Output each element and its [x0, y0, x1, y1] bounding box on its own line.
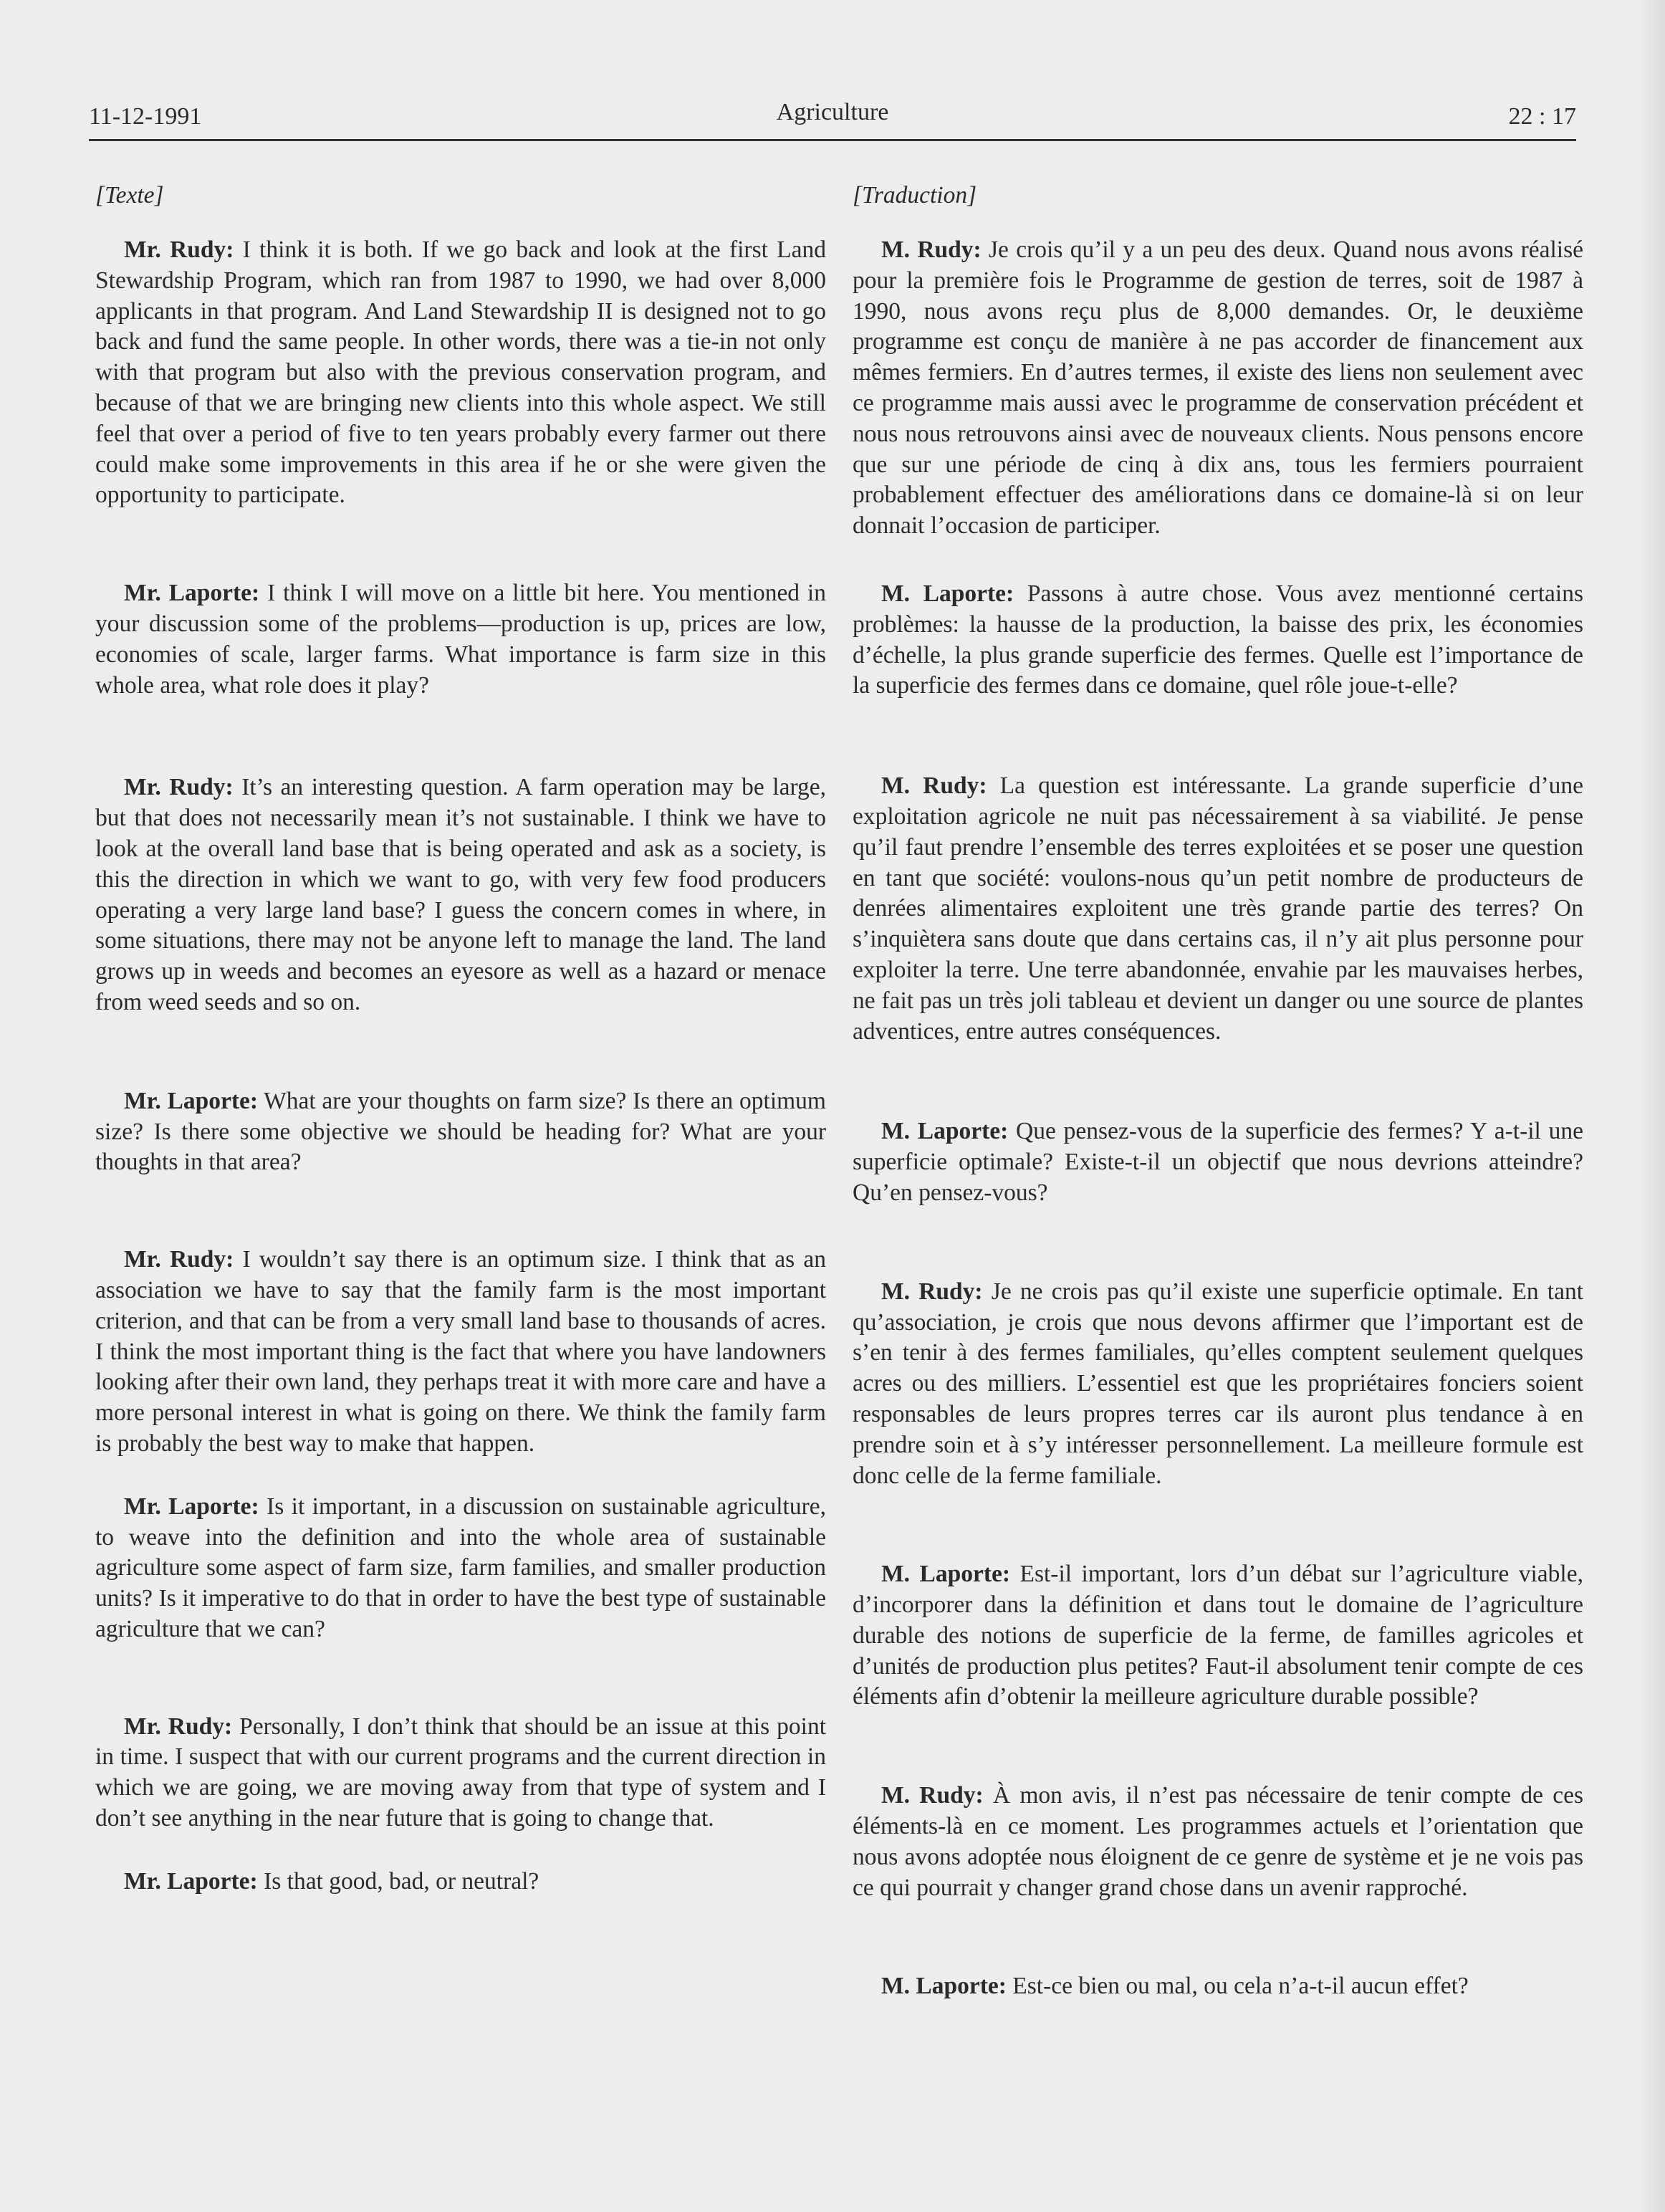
paragraph-text: What are your thoughts on farm size? Is there an optimum size? Is there some objective we should be heading for? What are your thoughts in that area? — [95, 1087, 826, 1176]
transcript-paragraph — [95, 578, 826, 701]
paragraph-text: Je crois qu’il y a un peu des deux. Quand nous avons réalisé pour la première fois le Programme de gestion de terres, soit de 1987 à 1990, nous avons reçu plus de 8,000 demandes. Or, le deuxième programme est conçu de manière à ne pas accorder de financement aux mêmes fermiers. En d’autres termes, il existe des liens non seulement avec ce programme mais aussi avec le programme de conservation précédent et nous nous retrouvons ainsi avec de nouveaux clients. Nous pensons encore que sur une période de cinq à dix ans, tous les fermiers pourraient probablement effectuer des améliorations dans ce domaine-là si on leur donnait l’occasion de participer. — [853, 236, 1584, 540]
paragraph-text: Je ne crois pas qu’il existe une superficie optimale. En tant qu’association, je crois que nous devons affirmer que l’important est de s’en tenir à des fermes familiales, qu’elles comptent seulement quelques acres ou des milliers. L’essentiel est que les propriétaires fonciers soient responsables de leurs propres terres car ils auront plus tendance à en prendre soin et à s’y intéresser personnellement. La meilleure formule est donc celle de la ferme familiale. — [853, 1278, 1584, 1489]
header-date: 11-12-1991 — [89, 103, 202, 130]
speaker-name: Mr. Rudy: — [124, 774, 234, 801]
header-title: Agriculture — [776, 99, 889, 125]
paragraph-text: I think it is both. If we go back and look at the first Land Stewardship Program, which ran from 1987 to 1990, we had over 8,000 applicants in that program. And Land Stewardship II is designed not to go back and fund the same people. In other words, there was a tie-in not only with that program but also with the previous conservation program, and because of that we are bringing new clients into this whole aspect. We still feel that over a period of five to ten years probably every farmer out there could make some improvements in this area if he or she were given the opportunity to participate. — [95, 236, 826, 509]
section-label-texte: [Texte] — [95, 182, 164, 209]
paragraph-text: I think I will move on a little bit here. You mentioned in your discussion some of the problems—production is up, prices are low, economies of scale, larger farms. What importance is farm size in this whole area, what role does it play? — [95, 580, 826, 699]
speaker-name: Mr. Laporte: — [124, 1493, 259, 1520]
paragraph-text: Passons à autre chose. Vous avez mentionné certains problèmes: la hausse de la production, la baisse des prix, les économies d’échelle, la plus grande superficie des fermes. Quelle est l’importance de la superficie des fermes dans ce domaine, quel rôle joue-t-elle? — [853, 580, 1583, 699]
speaker-name: Mr. Laporte: — [124, 1087, 259, 1114]
speaker-name: M. Laporte: — [881, 580, 1014, 607]
paragraph-text: Que pensez-vous de la superficie des fermes? Y a-t-il une superficie optimale? Existe-t-il un objectif que nous devrions atteindre? Qu’en pensez-vous? — [853, 1118, 1583, 1206]
paragraph-text: La question est intéressante. La grande superficie d’une exploitation agricole ne nuit pas nécessairement à sa viabilité. Je pense qu’il faut prendre l’ensemble des terres exploitées et se poser une question en tant que société: voulons-nous qu’un petit nombre de producteurs de denrées alimentaires exploitent une très grande partie des terres? On s’inquiètera sans doute que dans certains cas, il n’y ait plus personne pour exploiter la terre. Une terre abandonnée, envahie par les mauvaises herbes, ne fait pas un très joli tableau et devient un danger ou une source de plantes adventices, entre autres conséquences. — [853, 772, 1584, 1045]
speaker-name: M. Laporte: — [881, 1561, 1010, 1588]
paragraph-text: I wouldn’t say there is an optimum size. I think that as an association we have to say that the family farm is the most important criterion, and that can be from a very small land base to thousands of acres. I think the most important thing is the fact that where you have landowners looking after their own land, they perhaps treat it with more care and have a more personal interest in what is going on there. We think the family farm is probably the best way to make that happen. — [95, 1246, 826, 1457]
transcript-paragraph — [853, 1781, 1583, 1903]
paragraph-text: Est-il important, lors d’un débat sur l’agriculture viable, d’incorporer dans la définition et dans tout le domaine de l’agriculture durable des notions de superficie de la ferme, de familles agricoles et d’unités de production plus petites? Faut-il absolument tenir compte de ces éléments afin d’obtenir la meilleure agriculture durable possible? — [853, 1561, 1583, 1710]
page-edge-shadow — [1636, 0, 1665, 2212]
paragraph-text: Is it important, in a discussion on sustainable agriculture, to weave into the definition and into the whole area of sustainable agriculture some aspect of farm size, farm families, and smaller production units? Is it imperative to do that in order to have the best type of sustainable agriculture that we can? — [95, 1493, 826, 1642]
paragraph-text: À mon avis, il n’est pas nécessaire de tenir compte de ces éléments-là en ce moment. Les programmes actuels et l’orientation que nous avons adoptée nous éloignent de ce genre de système et je ne vois pas ce qui pourrait y changer grand chose dans un avenir rapproché. — [853, 1782, 1583, 1901]
section-label-traduction: [Traduction] — [853, 182, 977, 209]
speaker-name: Mr. Laporte: — [124, 580, 260, 607]
speaker-name: M. Rudy: — [881, 1782, 984, 1809]
page-header — [89, 99, 1576, 141]
transcript-paragraph — [853, 1971, 1583, 2002]
transcript-paragraph — [95, 1712, 826, 1834]
transcript-paragraph — [95, 772, 826, 1018]
transcript-paragraph — [95, 1086, 826, 1178]
transcript-paragraph — [95, 235, 826, 511]
speaker-name: M. Rudy: — [881, 772, 987, 800]
transcript-paragraph — [853, 579, 1583, 702]
transcript-paragraph — [853, 235, 1583, 542]
paragraph-text: Personally, I don’t think that should be an issue at this point in time. I suspect that with our current programs and the current direction in which we are going, we are moving away from that type of system and I don’t see anything in the near future that is going to change that. — [95, 1713, 827, 1832]
transcript-paragraph — [95, 1245, 826, 1460]
french-column — [853, 181, 1583, 2002]
transcript-paragraph — [853, 1116, 1583, 1208]
transcript-paragraph — [853, 1559, 1583, 1713]
speaker-name: Mr. Rudy: — [124, 1713, 233, 1740]
english-column — [95, 181, 826, 1897]
speaker-name: M. Laporte: — [881, 1973, 1007, 2000]
transcript-paragraph — [853, 771, 1583, 1047]
speaker-name: Mr. Rudy: — [124, 1246, 234, 1273]
transcript-paragraph — [95, 1492, 826, 1645]
speaker-name: Mr. Laporte: — [124, 1867, 258, 1895]
speaker-name: M. Laporte: — [881, 1118, 1009, 1145]
transcript-paragraph — [853, 1277, 1583, 1492]
paragraph-text: It’s an interesting question. A farm operation may be large, but that does not necessarily mean it’s not sustainable. I think we have to look at the overall land base that is being operated and ask as a society, is this the direction in which we want to go, with very few food producers operating a very large land base? I guess the concern comes in where, in some situations, there may not be anyone left to manage the land. The land grows up in weeds and becomes an eyesore as well as a hazard or menace from weed seeds and so on. — [95, 774, 826, 1015]
speaker-name: Mr. Rudy: — [124, 236, 234, 263]
header-page-number: 22 : 17 — [1508, 103, 1576, 130]
paragraph-text: Is that good, bad, or neutral? — [264, 1867, 539, 1895]
paragraph-text: Est-ce bien ou mal, ou cela n’a-t-il aucun effet? — [1012, 1973, 1469, 2000]
speaker-name: M. Rudy: — [881, 1278, 983, 1305]
speaker-name: M. Rudy: — [881, 236, 982, 263]
transcript-paragraph — [95, 1867, 826, 1897]
